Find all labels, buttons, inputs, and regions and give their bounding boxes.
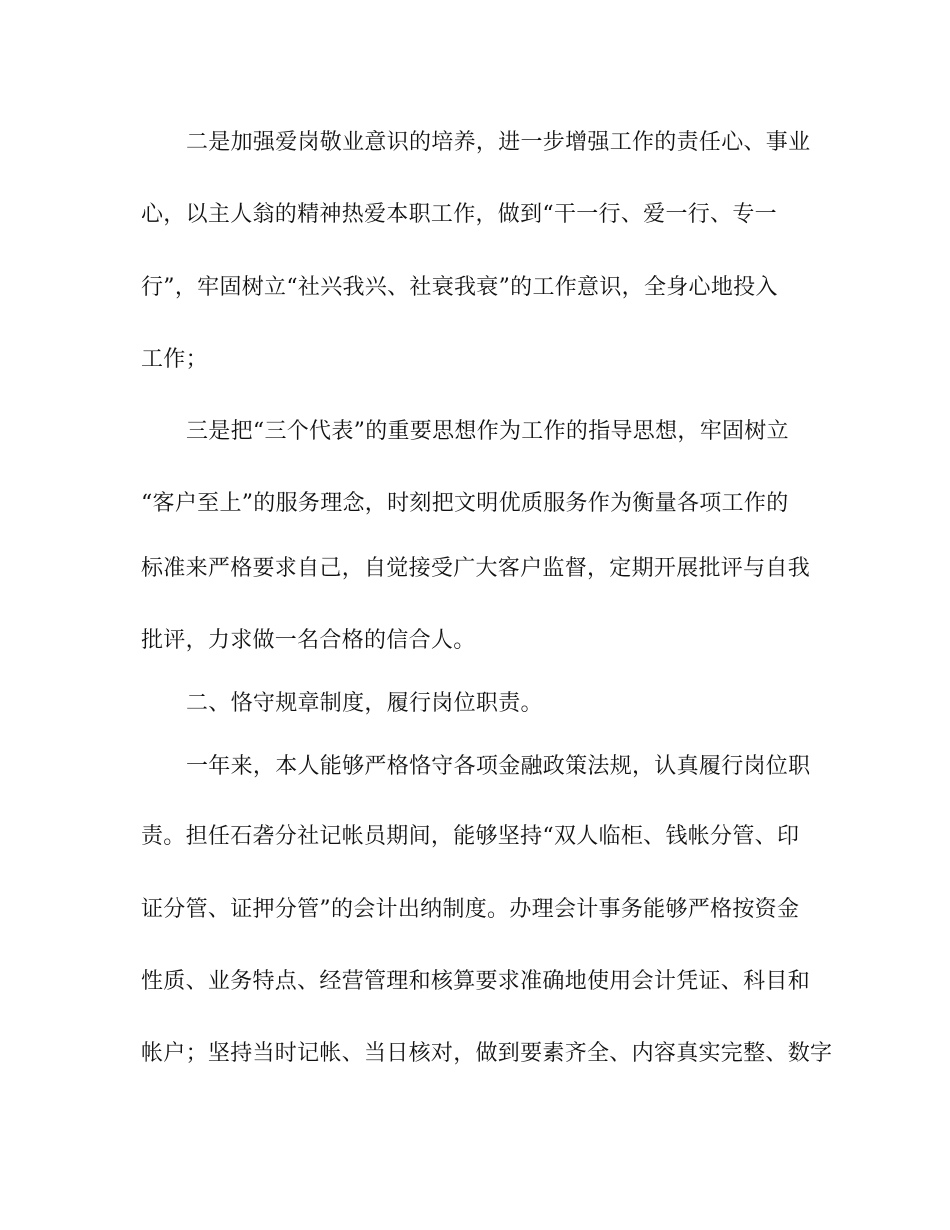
paragraph-line: 一年来，本人能够严格恪守各项金融政策法规，认真履行岗位职 — [186, 754, 811, 779]
paragraph-line: 三是把“三个代表”的重要思想作为工作的指导思想，牢固树立 — [186, 419, 789, 444]
paragraph-line: 标准来严格要求自己，自觉接受广大客户监督，定期开展批评与自我 — [141, 556, 811, 581]
paragraph-line: 工作； — [141, 347, 208, 372]
section-heading: 二、恪守规章制度，履行岗位职责。 — [186, 691, 543, 716]
paragraph-line: 行”，牢固树立“社兴我兴、社衰我衰”的工作意识，全身心地投入 — [141, 275, 778, 300]
paragraph-line: 二是加强爱岗敬业意识的培养，进一步增强工作的责任心、事业 — [186, 130, 811, 155]
paragraph-line: 性质、业务特点、经营管理和核算要求准确地使用会计凭证、科目和 — [141, 969, 811, 994]
paragraph-line: 批评，力求做一名合格的信合人。 — [141, 628, 476, 653]
paragraph-line: 责。担任石砻分社记帐员期间，能够坚持“双人临柜、钱帐分管、印 — [141, 824, 800, 849]
paragraph-line: 心，以主人翁的精神热爱本职工作，做到“干一行、爱一行、专一 — [141, 202, 777, 227]
paragraph-line: 证分管、证押分管”的会计出纳制度。办理会计事务能够严格按资金 — [141, 897, 800, 922]
paragraph-line: “客户至上”的服务理念，时刻把文明优质服务作为衡量各项工作的 — [141, 491, 789, 516]
paragraph-line: 帐户；坚持当时记帐、当日核对，做到要素齐全、内容真实完整、数字 — [141, 1041, 833, 1066]
